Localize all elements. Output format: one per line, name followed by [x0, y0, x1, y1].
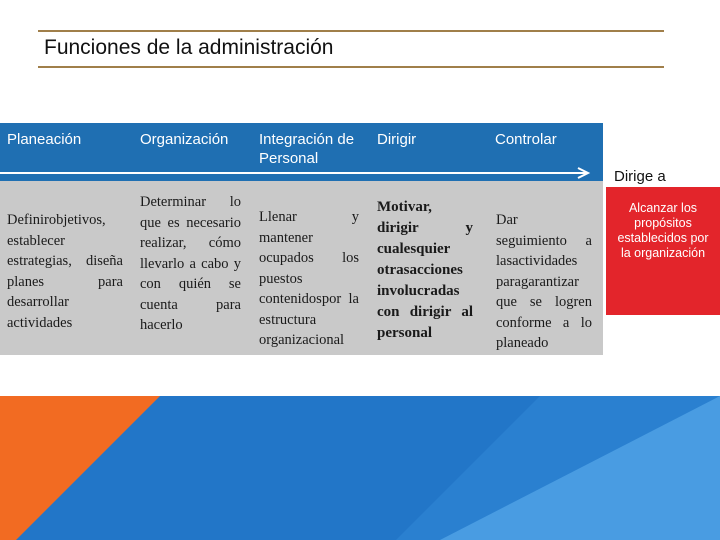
- page-title: Funciones de la administración: [44, 36, 334, 59]
- body-dirigir: Motivar, dirigir y cualesquier otrasacciones involucradas con dirigir al personal: [377, 199, 473, 341]
- header-dirigir: Dirigir: [377, 131, 417, 148]
- header-integracion: Integración de Personal: [259, 131, 355, 167]
- arrow-label: Dirige a: [614, 168, 666, 185]
- body-planeacion: Definirobjetivos, establecer estrategias, diseña planes para desarrollar actividades: [7, 212, 123, 331]
- header-controlar: Controlar: [495, 131, 557, 148]
- title-rule-bottom: [38, 66, 664, 68]
- header-organizacion: Organización: [140, 131, 229, 148]
- footer-decoration: [0, 396, 720, 540]
- title-rule-top: [38, 30, 664, 32]
- body-organizacion: Determinar lo que es necesario realizar, cómo llevarlo a cabo y con quién se cuenta para hacerlo: [140, 194, 241, 333]
- goal-box: [606, 187, 720, 315]
- goal-text: Alcanzar los propósitos establecidos por la organización: [617, 201, 709, 260]
- body-integracion: Llenar y mantener ocupados los puestos contenidospor la estructura organizacional: [259, 209, 359, 348]
- header-planeacion: Planeación: [7, 131, 82, 148]
- arrow-icon: [0, 166, 596, 180]
- body-controlar: Dar seguimiento a lasactividades paragarantizar que se logren conforme a lo planeado: [496, 212, 592, 351]
